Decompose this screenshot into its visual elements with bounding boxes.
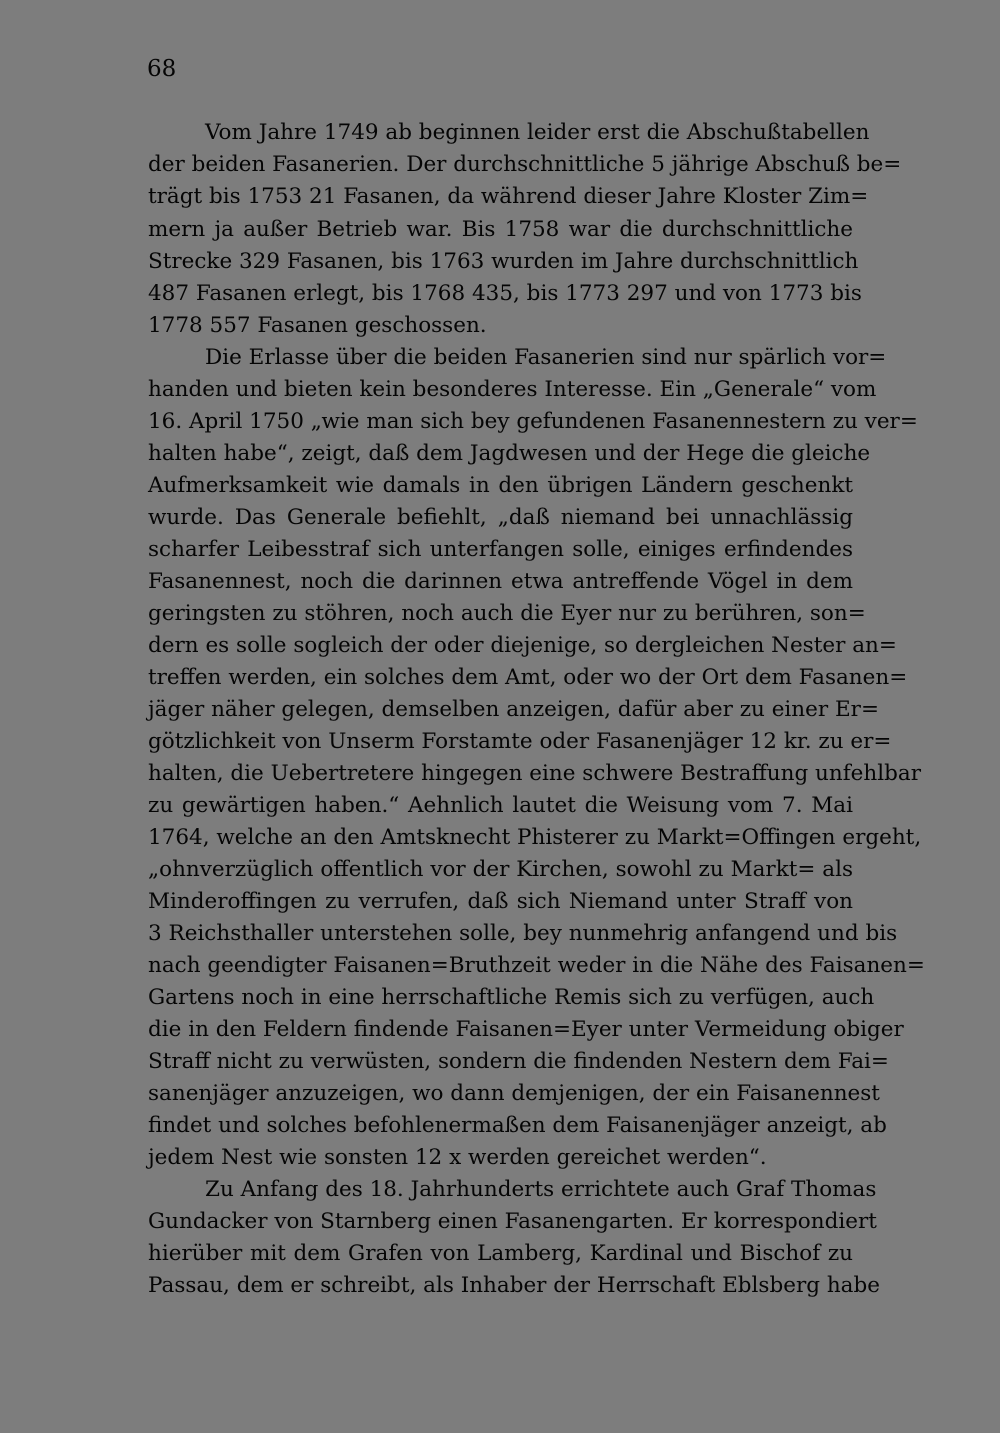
text-line: 16. April 1750 „wie man sich bey gefundenen Fasanennestern zu ver= — [148, 409, 918, 434]
text-line: scharfer Leibesstraf sich unterfangen solle, einiges erfindendes — [148, 537, 853, 562]
text-line: Straff nicht zu verwüsten, sondern die findenden Nestern dem Fai= — [148, 1049, 889, 1074]
text-line: Die Erlasse über die beiden Fasanerien sind nur spärlich vor= — [205, 345, 887, 370]
text-line: 1778 557 Fasanen geschossen. — [148, 313, 487, 338]
text-line: jäger näher gelegen, demselben anzeigen, dafür aber zu einer Er= — [148, 697, 879, 722]
text-line: dern es solle sogleich der oder diejenige, so dergleichen Nester an= — [148, 633, 897, 658]
text-line: findet und solches befohlenermaßen dem Faisanenjäger anzeigt, ab — [148, 1113, 887, 1138]
text-line: mern ja außer Betrieb war. Bis 1758 war die durchschnittliche — [148, 217, 853, 242]
page-number: 68 — [147, 56, 177, 82]
text-line: 3 Reichsthaller unterstehen solle, bey nunmehrig anfangend und bis — [148, 921, 898, 946]
text-line: die in den Feldern findende Faisanen=Eyer unter Vermeidung obiger — [148, 1017, 904, 1042]
text-line: treffen werden, ein solches dem Amt, oder wo der Ort dem Fasanen= — [148, 665, 908, 690]
text-line: hierüber mit dem Grafen von Lamberg, Kardinal und Bischof zu — [148, 1241, 853, 1266]
text-line: „ohnverzüglich offentlich vor der Kirchen, sowohl zu Markt= als — [148, 857, 853, 882]
text-line: sanenjäger anzuzeigen, wo dann demjenigen, der ein Faisanennest — [148, 1081, 880, 1106]
text-line: Vom Jahre 1749 ab beginnen leider erst die Abschußtabellen — [205, 120, 870, 145]
text-line: trägt bis 1753 21 Fasanen, da während dieser Jahre Kloster Zim= — [148, 184, 869, 209]
text-line: halten, die Uebertretere hingegen eine schwere Bestraffung unfehlbar — [148, 761, 921, 786]
text-line: handen und bieten kein besonderes Interesse. Ein „Generale“ vom — [148, 377, 877, 402]
text-line: Strecke 329 Fasanen, bis 1763 wurden im Jahre durchschnittlich — [148, 249, 859, 274]
text-line: halten habe“, zeigt, daß dem Jagdwesen und der Hege die gleiche — [148, 441, 871, 466]
text-line: 487 Fasanen erlegt, bis 1768 435, bis 1773 297 und von 1773 bis — [148, 281, 862, 306]
text-line: jedem Nest wie sonsten 12 x werden gereichet werden“. — [148, 1145, 767, 1170]
text-line: zu gewärtigen haben.“ Aehnlich lautet die Weisung vom 7. Mai — [148, 793, 853, 818]
text-line: Gartens noch in eine herrschaftliche Remis sich zu verfügen, auch — [148, 985, 875, 1010]
text-line: der beiden Fasanerien. Der durchschnittliche 5 jährige Abschuß be= — [148, 152, 902, 177]
text-line: Zu Anfang des 18. Jahrhunderts errichtete auch Graf Thomas — [205, 1177, 877, 1202]
text-line: geringsten zu stöhren, noch auch die Eyer nur zu berühren, son= — [148, 601, 866, 626]
text-line: Aufmerksamkeit wie damals in den übrigen Ländern geschenkt — [148, 473, 853, 498]
text-line: Fasanennest, noch die darinnen etwa antreffende Vögel in dem — [148, 569, 853, 594]
text-line: Passau, dem er schreibt, als Inhaber der Herrschaft Eblsberg habe — [148, 1273, 880, 1298]
text-line: nach geendigter Faisanen=Bruthzeit weder in die Nähe des Faisanen= — [148, 953, 925, 978]
text-line: wurde. Das Generale befiehlt, „daß niemand bei unnachlässig — [148, 505, 853, 530]
text-line: 1764, welche an den Amtsknecht Phisterer zu Markt=Offingen ergeht, — [148, 825, 922, 850]
text-line: götzlichkeit von Unserm Forstamte oder Fasanenjäger 12 kr. zu er= — [148, 729, 892, 754]
text-line: Minderoffingen zu verrufen, daß sich Niemand unter Straff von — [148, 889, 853, 914]
text-line: Gundacker von Starnberg einen Fasanengarten. Er korrespondiert — [148, 1209, 877, 1234]
